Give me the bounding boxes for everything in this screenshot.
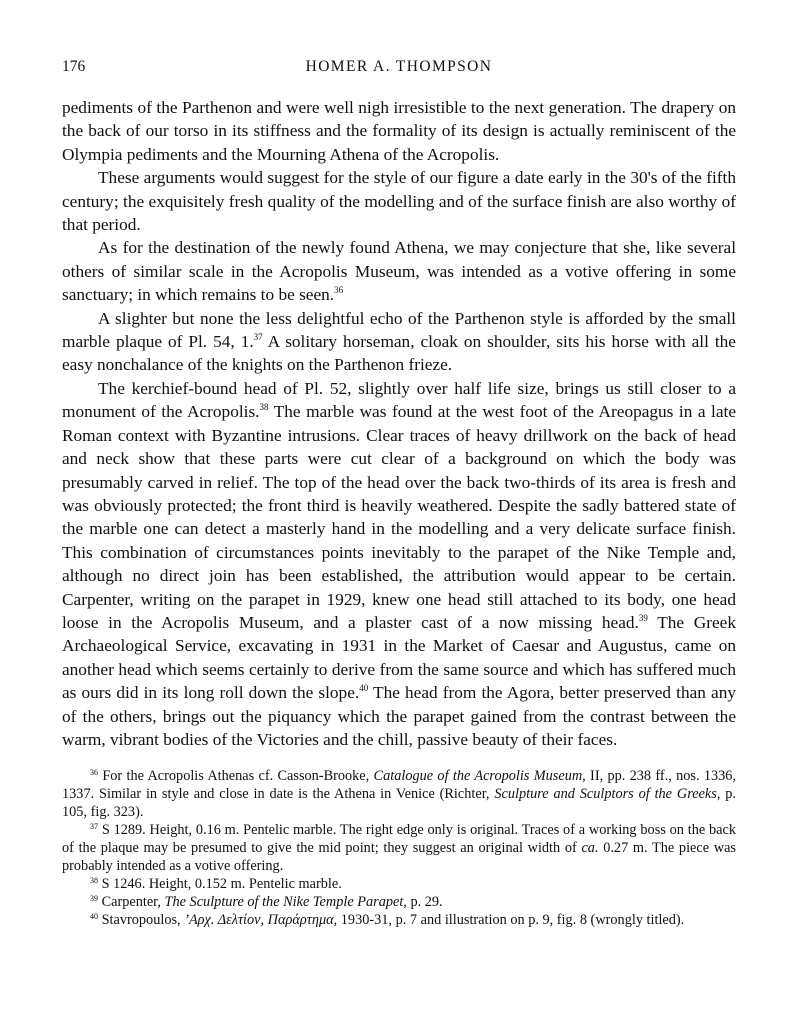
footnotes bbox=[62, 768, 736, 929]
footnote-39 bbox=[62, 894, 736, 912]
footnote-title: Sculpture and Sculptors of the Greeks, bbox=[494, 786, 721, 803]
footnote-ref-40: 40 bbox=[359, 683, 369, 694]
footnote-text: S 1289. Height, 0.16 m. Pentelic marble. The right edge only is original. Traces of a working boss on the back of the plaque may be presumed to give the mid point; they suggest an original width of bbox=[62, 822, 736, 856]
footnote-37 bbox=[62, 822, 736, 876]
paragraph-5-text-c: The Greek Archaeological Service, excavating in 1931 in the Market of Caesar and Augustus, came on another head which seems certainly to derive from the same source and which has suffered much as ours did in its long roll down the slope. bbox=[62, 612, 736, 703]
paragraph-5-text-d: The head from the Agora, better preserved than any of the others, brings out the piquancy which the parapet gained from the contrast between the warm, vibrant bodies of the Victories and the chill, passive beauty of their faces. bbox=[62, 683, 736, 749]
page bbox=[62, 58, 736, 930]
paragraph-4-text-b: A solitary horseman, cloak on shoulder, sits his horse with all the easy nonchalance of the knights on the Parthenon frieze. bbox=[62, 332, 736, 375]
footnote-number: 39 bbox=[90, 893, 98, 903]
paragraph-3-text: As for the destination of the newly found Athena, we may conjecture that she, like several others of similar scale in the Acropolis Museum, was intended as a votive offering in some sanctuary; in which remains to be seen. bbox=[62, 238, 736, 305]
footnote-text: For the Acropolis Athenas cf. Casson-Brooke, bbox=[102, 768, 374, 785]
paragraph-3 bbox=[62, 236, 736, 306]
paragraph-4 bbox=[62, 307, 736, 377]
footnote-title: ’Αρχ. Δελτίον, Παράρτημα, bbox=[184, 911, 338, 928]
footnote-ref-37: 37 bbox=[253, 332, 263, 343]
page-header bbox=[62, 58, 736, 84]
footnote-text: Stavropoulos, bbox=[101, 911, 185, 928]
footnote-number: 40 bbox=[90, 911, 98, 921]
footnote-text: S 1246. Height, 0.152 m. Pentelic marble. bbox=[101, 875, 342, 892]
paragraph-5-text-b: The marble was found at the west foot of the Areopagus in a late Roman context with Byzantine intrusions. Clear traces of heavy drillwork on the back of head and neck show that these parts were cut clear of a background on which the body was presumably carved in relief. The top of the head over the back two-thirds of its area is fresh and was obviously protected; the front third is heavily weathered. Despite the sadly battered state of the marble one can detect a masterly hand in the modelling and a very delicate surface finish. This combination of circumstances points inevitably to the parapet of the Nike Temple and, although no direct join has been established, the attribution would appear to be certain. Carpenter, writing on the parapet in 1929, knew one head still attached to its body, one head loose in the Acropolis Museum, and a plaster cast of a now missing head. bbox=[62, 402, 736, 632]
footnote-ref-39: 39 bbox=[638, 612, 648, 623]
footnote-text: 0.27 m. The piece was probably intended as a votive offering. bbox=[62, 840, 736, 874]
paragraph-5 bbox=[62, 377, 736, 752]
footnote-38 bbox=[62, 876, 736, 894]
footnote-abbrev: ca. bbox=[581, 840, 599, 856]
footnote-ref-38: 38 bbox=[259, 402, 269, 413]
footnote-36 bbox=[62, 768, 736, 822]
paragraph-1: pediments of the Parthenon and were well nigh irresistible to the next generation. The drapery on the back of our torso in its stiffness and the formality of its design is actually reminiscent of the Olympia pediments and the Mourning Athena of the Acropolis. bbox=[62, 98, 736, 164]
footnote-ref-36: 36 bbox=[334, 285, 344, 296]
footnote-number: 38 bbox=[90, 875, 98, 885]
footnote-text: Carpenter, bbox=[101, 893, 165, 910]
paragraph-4-text-a: A slighter but none the less delightful echo of the Parthenon style is afforded by the small marble plaque of Pl. 54, 1. bbox=[62, 308, 736, 352]
body-text bbox=[62, 96, 736, 751]
footnote-number: 36 bbox=[90, 768, 98, 778]
page-number: 176 bbox=[62, 58, 86, 75]
footnote-title: The Sculpture of the Nike Temple Parapet, bbox=[164, 893, 407, 910]
paragraph-5-text-a: The kerchief-bound head of Pl. 52, slightly over half life size, brings us still closer to a monument of the Acropolis. bbox=[62, 378, 736, 422]
footnote-text: p. 29. bbox=[406, 893, 443, 910]
running-head: HOMER A. THOMPSON bbox=[305, 58, 493, 75]
footnote-title: Catalogue of the Acropolis Museum, bbox=[373, 768, 586, 785]
footnote-number: 37 bbox=[90, 822, 98, 832]
paragraph-2: These arguments would suggest for the style of our figure a date early in the 30's of the fifth century; the exquisitely fresh quality of the modelling and of the surface finish are also worthy of that period. bbox=[62, 168, 736, 235]
footnote-40 bbox=[62, 912, 736, 930]
footnote-text: II, pp. 238 ff., nos. 1336, 1337. Similar in style and close in date is the Athena in Venice (Richter, bbox=[62, 768, 737, 803]
footnote-text: p. 105, fig. 323). bbox=[62, 786, 736, 821]
footnote-text: 1930-31, p. 7 and illustration on p. 9, fig. 8 (wrongly titled). bbox=[337, 911, 685, 928]
